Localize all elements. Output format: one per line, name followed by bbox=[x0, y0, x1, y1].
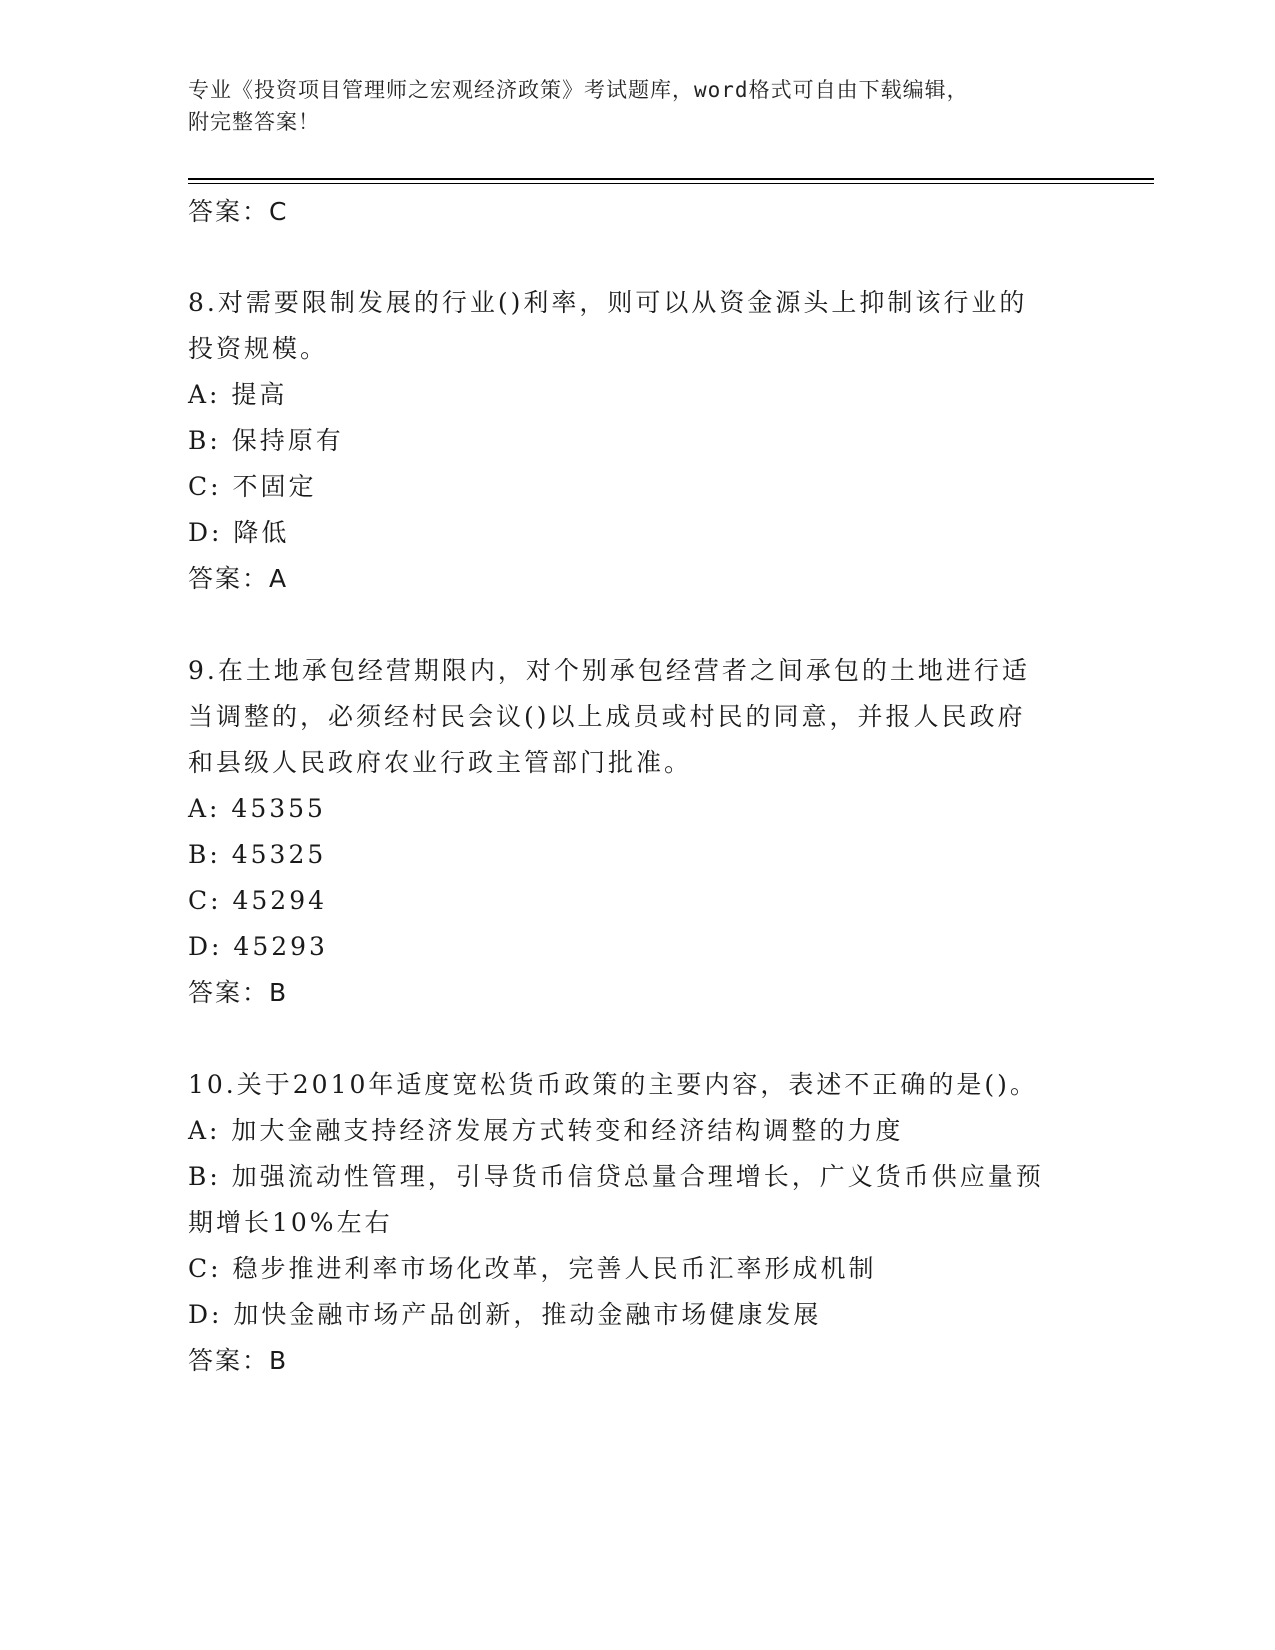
spacer bbox=[188, 1016, 1088, 1062]
page-header bbox=[188, 74, 1088, 138]
header-rule-thick bbox=[188, 178, 1154, 180]
option-b: B: 加强流动性管理，引导货币信贷总量合理增长，广义货币供应量预 bbox=[188, 1162, 1044, 1191]
answer: 答案：B bbox=[188, 978, 289, 1007]
question-9 bbox=[188, 648, 1088, 1016]
option-d: D: 45293 bbox=[188, 932, 328, 961]
answer: 答案：B bbox=[188, 1346, 289, 1375]
question-text-line: 9.在土地承包经营期限内，对个别承包经营者之间承包的土地进行适 bbox=[188, 656, 1030, 685]
question-text-line: 当调整的，必须经村民会议()以上成员或村民的同意，并报人民政府 bbox=[188, 702, 1026, 731]
option-b: B: 保持原有 bbox=[188, 426, 344, 455]
header-rule-thin bbox=[188, 183, 1154, 184]
question-list bbox=[188, 190, 1088, 1384]
question-text-line: 10.关于2010年适度宽松货币政策的主要内容，表述不正确的是()。 bbox=[188, 1070, 1038, 1099]
question-8 bbox=[188, 280, 1088, 602]
option-c: C: 稳步推进利率市场化改革，完善人民币汇率形成机制 bbox=[188, 1254, 877, 1283]
question-text-line: 和县级人民政府农业行政主管部门批准。 bbox=[188, 748, 693, 777]
question-text-line: 投资规模。 bbox=[188, 334, 329, 363]
option-c: C: 不固定 bbox=[188, 472, 317, 501]
option-c: C: 45294 bbox=[188, 886, 328, 915]
option-a: A: 提高 bbox=[188, 380, 288, 409]
question-10 bbox=[188, 1062, 1088, 1384]
header-line-1: 专业《投资项目管理师之宏观经济政策》考试题库，word格式可自由下载编辑， bbox=[188, 78, 969, 102]
previous-answer: 答案：C bbox=[188, 197, 289, 226]
option-b: B: 45325 bbox=[188, 840, 327, 869]
option-d: D: 加快金融市场产品创新，推动金融市场健康发展 bbox=[188, 1300, 822, 1329]
option-a: A: 45355 bbox=[188, 794, 326, 823]
answer: 答案：A bbox=[188, 564, 289, 593]
option-a: A: 加大金融支持经济发展方式转变和经济结构调整的力度 bbox=[188, 1116, 904, 1145]
header-line-2: 附完整答案！ bbox=[188, 110, 320, 134]
question-text-line: 8.对需要限制发展的行业()利率，则可以从资金源头上抑制该行业的 bbox=[188, 288, 1028, 317]
option-b-continued: 期增长10%左右 bbox=[188, 1208, 393, 1237]
spacer bbox=[188, 602, 1088, 648]
spacer bbox=[188, 234, 1088, 280]
option-d: D: 降低 bbox=[188, 518, 290, 547]
